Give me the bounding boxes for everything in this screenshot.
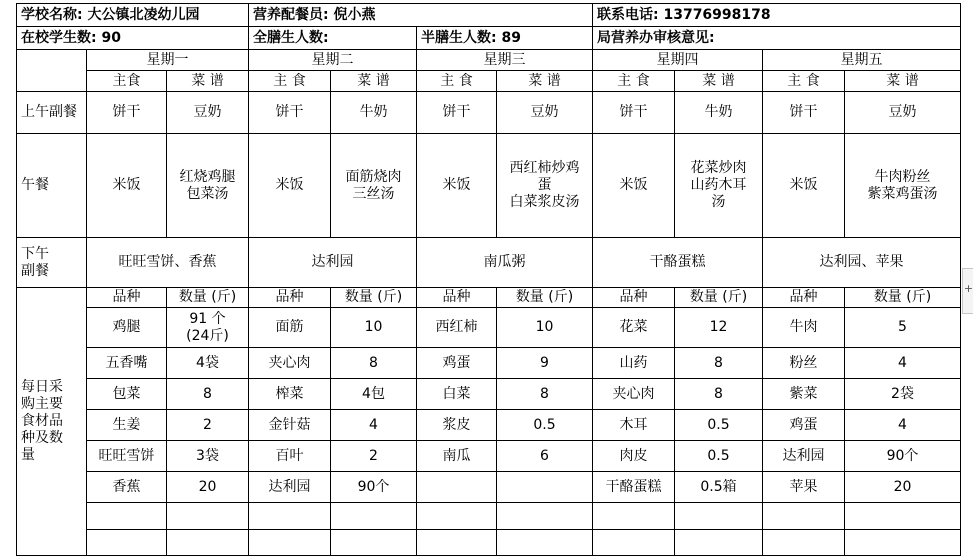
qty-col-header: 数量 (斤) bbox=[331, 288, 417, 308]
corner-cell bbox=[17, 50, 87, 92]
morning-staple: 饼干 bbox=[87, 92, 167, 134]
purchase-item: 五香嘴 bbox=[87, 348, 167, 379]
nutritionist: 营养配餐员: 倪小燕 bbox=[249, 4, 593, 27]
purchase-item: 香蕉 bbox=[87, 472, 167, 503]
menu-header: 菜 谱 bbox=[167, 71, 249, 92]
day-header: 星期三 bbox=[417, 50, 593, 71]
purchase-item: 浆皮 bbox=[417, 410, 497, 441]
lunch-staple: 米饭 bbox=[87, 134, 167, 238]
morning-staple: 饼干 bbox=[593, 92, 675, 134]
afternoon-snack: 达利园、苹果 bbox=[763, 238, 961, 288]
empty-cell bbox=[417, 530, 497, 556]
day-header: 星期五 bbox=[763, 50, 961, 71]
purchase-qty: 10 bbox=[497, 308, 593, 348]
school-name: 学校名称: 大公镇北凌幼儿园 bbox=[17, 4, 249, 27]
morning-dish: 豆奶 bbox=[845, 92, 961, 134]
purchase-qty: 9 bbox=[497, 348, 593, 379]
empty-cell bbox=[497, 530, 593, 556]
staple-header: 主 食 bbox=[593, 71, 675, 92]
empty-cell bbox=[87, 503, 167, 530]
purchase-qty: 2 bbox=[167, 410, 249, 441]
purchase-qty: 6 bbox=[497, 441, 593, 472]
empty-cell bbox=[763, 530, 845, 556]
morning-staple: 饼干 bbox=[763, 92, 845, 134]
plus-icon: + bbox=[963, 282, 973, 295]
lunch-staple: 米饭 bbox=[763, 134, 845, 238]
purchase-item: 夹心肉 bbox=[593, 379, 675, 410]
purchase-item: 南瓜 bbox=[417, 441, 497, 472]
purchase-item: 达利园 bbox=[249, 472, 331, 503]
lunch-dish: 花菜炒肉 山药木耳 汤 bbox=[675, 134, 763, 238]
empty-cell bbox=[845, 503, 961, 530]
approval-opinion: 局营养办审核意见: bbox=[593, 27, 961, 50]
row-label-afternoon-snack: 下午 副餐 bbox=[17, 238, 87, 288]
purchase-qty: 0.5 bbox=[497, 410, 593, 441]
purchase-item: 白菜 bbox=[417, 379, 497, 410]
empty-cell bbox=[167, 503, 249, 530]
empty-cell bbox=[763, 503, 845, 530]
empty-cell bbox=[593, 503, 675, 530]
menu-header: 菜 谱 bbox=[675, 71, 763, 92]
purchase-item: 鸡蛋 bbox=[763, 410, 845, 441]
empty-cell bbox=[331, 530, 417, 556]
purchase-qty: 2 bbox=[331, 441, 417, 472]
lunch-dish: 面筋烧肉 三丝汤 bbox=[331, 134, 417, 238]
afternoon-snack: 达利园 bbox=[249, 238, 417, 288]
purchase-item: 达利园 bbox=[763, 441, 845, 472]
purchase-qty: 8 bbox=[497, 379, 593, 410]
morning-staple: 饼干 bbox=[249, 92, 331, 134]
purchase-item: 金针菇 bbox=[249, 410, 331, 441]
purchase-qty: 20 bbox=[167, 472, 249, 503]
purchase-item: 山药 bbox=[593, 348, 675, 379]
menu-table bbox=[16, 3, 961, 556]
day-header: 星期二 bbox=[249, 50, 417, 71]
purchase-item: 肉皮 bbox=[593, 441, 675, 472]
row-label-purchase: 每日采 购主要 食材品 种及数 量 bbox=[17, 288, 87, 556]
purchase-qty: 4 bbox=[845, 348, 961, 379]
morning-staple: 饼干 bbox=[417, 92, 497, 134]
purchase-qty: 91 个 (24斤) bbox=[167, 308, 249, 348]
purchase-item: 鸡蛋 bbox=[417, 348, 497, 379]
purchase-item: 紫菜 bbox=[763, 379, 845, 410]
purchase-item: 花菜 bbox=[593, 308, 675, 348]
purchase-qty: 12 bbox=[675, 308, 763, 348]
purchase-item: 榨菜 bbox=[249, 379, 331, 410]
lunch-staple: 米饭 bbox=[593, 134, 675, 238]
morning-dish: 牛奶 bbox=[675, 92, 763, 134]
lunch-dish: 牛肉粉丝 紫菜鸡蛋汤 bbox=[845, 134, 961, 238]
purchase-qty: 10 bbox=[331, 308, 417, 348]
purchase-item: 百叶 bbox=[249, 441, 331, 472]
staple-header: 主食 bbox=[87, 71, 167, 92]
purchase-qty: 4袋 bbox=[167, 348, 249, 379]
morning-dish: 牛奶 bbox=[331, 92, 417, 134]
afternoon-snack: 旺旺雪饼、香蕉 bbox=[87, 238, 249, 288]
menu-header: 菜 谱 bbox=[331, 71, 417, 92]
empty-cell bbox=[497, 503, 593, 530]
lunch-dish: 红烧鸡腿 包菜汤 bbox=[167, 134, 249, 238]
student-count: 在校学生数: 90 bbox=[17, 27, 249, 50]
empty-cell bbox=[249, 530, 331, 556]
purchase-item: 粉丝 bbox=[763, 348, 845, 379]
purchase-item: 苹果 bbox=[763, 472, 845, 503]
lunch-staple: 米饭 bbox=[249, 134, 331, 238]
menu-header: 菜 谱 bbox=[845, 71, 961, 92]
morning-dish: 豆奶 bbox=[497, 92, 593, 134]
purchase-qty: 0.5 bbox=[675, 441, 763, 472]
purchase-qty: 8 bbox=[167, 379, 249, 410]
purchase-item bbox=[417, 472, 497, 503]
purchase-qty: 0.5 bbox=[675, 410, 763, 441]
afternoon-snack: 南瓜粥 bbox=[417, 238, 593, 288]
item-col-header: 品种 bbox=[763, 288, 845, 308]
purchase-qty bbox=[497, 472, 593, 503]
purchase-qty: 20 bbox=[845, 472, 961, 503]
purchase-qty: 8 bbox=[331, 348, 417, 379]
row-label-morning-snack: 上午副餐 bbox=[17, 92, 87, 134]
item-col-header: 品种 bbox=[593, 288, 675, 308]
purchase-qty: 0.5箱 bbox=[675, 472, 763, 503]
purchase-qty: 4 bbox=[845, 410, 961, 441]
purchase-item: 夹心肉 bbox=[249, 348, 331, 379]
empty-cell bbox=[845, 530, 961, 556]
purchase-qty: 8 bbox=[675, 379, 763, 410]
purchase-qty: 4 bbox=[331, 410, 417, 441]
purchase-item: 旺旺雪饼 bbox=[87, 441, 167, 472]
half-board-count: 半膳生人数: 89 bbox=[417, 27, 593, 50]
empty-cell bbox=[675, 503, 763, 530]
item-col-header: 品种 bbox=[417, 288, 497, 308]
purchase-item: 包菜 bbox=[87, 379, 167, 410]
empty-cell bbox=[249, 503, 331, 530]
purchase-item: 干酪蛋糕 bbox=[593, 472, 675, 503]
purchase-item: 鸡腿 bbox=[87, 308, 167, 348]
lunch-staple: 米饭 bbox=[417, 134, 497, 238]
qty-col-header: 数量 (斤) bbox=[675, 288, 763, 308]
purchase-item: 牛肉 bbox=[763, 308, 845, 348]
purchase-item: 生姜 bbox=[87, 410, 167, 441]
qty-col-header: 数量 (斤) bbox=[845, 288, 961, 308]
purchase-qty: 2袋 bbox=[845, 379, 961, 410]
purchase-qty: 5 bbox=[845, 308, 961, 348]
purchase-item: 西红柿 bbox=[417, 308, 497, 348]
day-header: 星期四 bbox=[593, 50, 763, 71]
qty-col-header: 数量 (斤) bbox=[167, 288, 249, 308]
item-col-header: 品种 bbox=[249, 288, 331, 308]
staple-header: 主 食 bbox=[417, 71, 497, 92]
purchase-qty: 3袋 bbox=[167, 441, 249, 472]
staple-header: 主 食 bbox=[763, 71, 845, 92]
empty-cell bbox=[593, 530, 675, 556]
purchase-item: 面筋 bbox=[249, 308, 331, 348]
contact-phone: 联系电话: 13776998178 bbox=[593, 4, 961, 27]
purchase-item: 木耳 bbox=[593, 410, 675, 441]
staple-header: 主 食 bbox=[249, 71, 331, 92]
item-col-header: 品种 bbox=[87, 288, 167, 308]
row-label-lunch: 午餐 bbox=[17, 134, 87, 238]
full-board-count: 全膳生人数: bbox=[249, 27, 417, 50]
lunch-dish: 西红柿炒鸡 蛋 白菜浆皮汤 bbox=[497, 134, 593, 238]
empty-cell bbox=[675, 530, 763, 556]
menu-header: 菜 谱 bbox=[497, 71, 593, 92]
day-header: 星期一 bbox=[87, 50, 249, 71]
empty-cell bbox=[87, 530, 167, 556]
scroll-edge-handle[interactable] bbox=[962, 268, 973, 314]
empty-cell bbox=[417, 503, 497, 530]
morning-dish: 豆奶 bbox=[167, 92, 249, 134]
empty-cell bbox=[331, 503, 417, 530]
empty-cell bbox=[167, 530, 249, 556]
purchase-qty: 90个 bbox=[331, 472, 417, 503]
afternoon-snack: 干酪蛋糕 bbox=[593, 238, 763, 288]
qty-col-header: 数量 (斤) bbox=[497, 288, 593, 308]
purchase-qty: 4包 bbox=[331, 379, 417, 410]
purchase-qty: 8 bbox=[675, 348, 763, 379]
purchase-qty: 90个 bbox=[845, 441, 961, 472]
